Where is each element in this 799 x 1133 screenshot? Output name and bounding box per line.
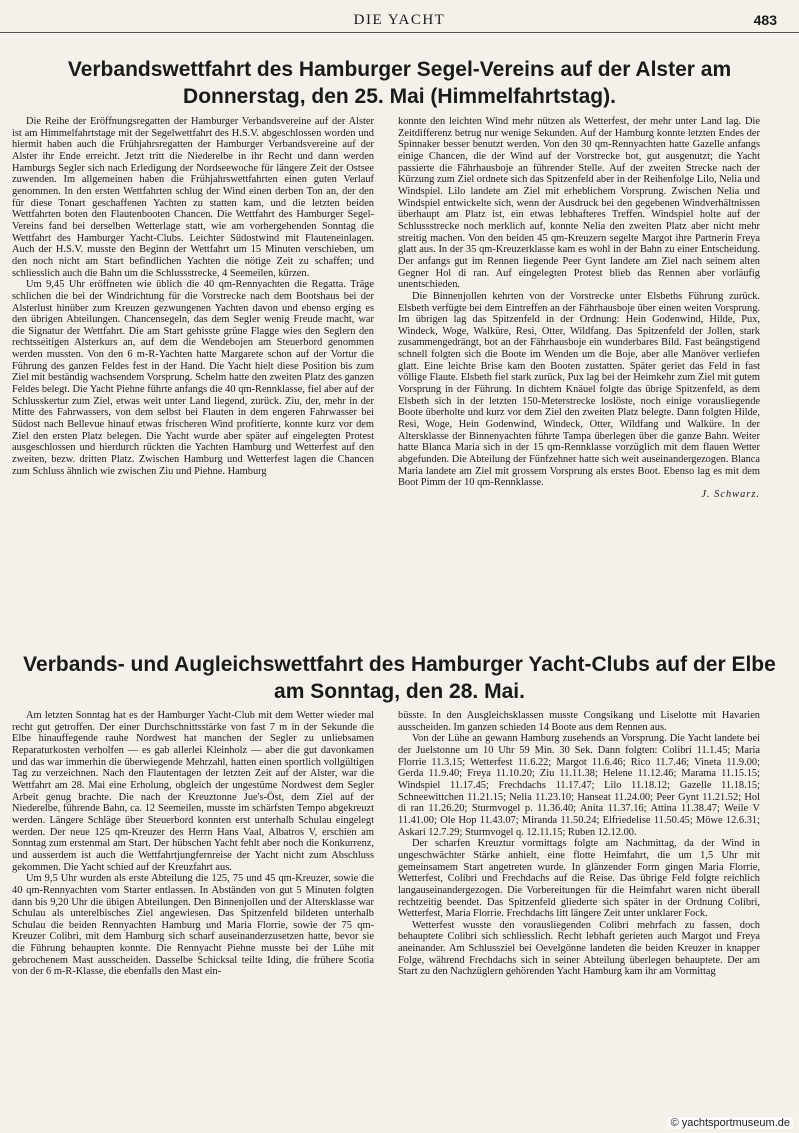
article1-paragraph: Die Reihe der Eröffnungsregatten der Hamburger Verbandsvereine auf der Alster ist am Himmelfahrtstage mit der Segelwettfahrt des H.S.V. abgeschlossen worden und hiermit haben auch die Frühjahrsregatten der Hamburger Verbandsvereine auf der Alster ihr Ende erreicht. Jetzt tritt die Niederelbe in ihr Recht und dann werden Hamburgs Segler sich nach Erledigung der Nordseewoche für längere Zeit der Ostsee zuwenden. Im allgemeinen haben die Frühjahrswettfahrten einen guten Verlauf genommen. In den ersten Wettfahrten schlug der Wind einen derben Ton an, der den für diese Tonart geschaffenen Yachten zu statten kam, und die letzten beiden Wettfahrten boten den Flautenbooten Chancen. Die Wettfahrt des Hamburger Segel-Vereins fand bei derselben Wetterlage statt, wie am vorhergehenden Sonntag die Wettfahrt des Hamburger Yacht-Clubs. Leichter Südostwind mit Flauteneinlagen. Auch der H.S.V. musste den Beginn der Wettfahrt um 15 Minuten verschieben, um den noch nicht am Start befindlichen Yachten die nötige Zeit zu schaffen; und schliesslich auch die Bahn um die Schlussstrecke, 4 Seemeilen, kürzen. [12, 116, 374, 279]
article2-right-column [398, 710, 760, 1110]
article1-left-column [12, 116, 374, 640]
article2-title: Verbands- und Augleichswettfahrt des Hamburger Yacht-Clubs auf der Elbe am Sonntag, den 28. Mai. [23, 653, 776, 703]
watermark: © yachtsportmuseum.de [668, 1117, 793, 1129]
page-number: 483 [753, 12, 777, 28]
article2-paragraph: Von der Lühe an gewann Hamburg zusehends an Vorsprung. Die Yacht landete bei der Juelstonne um 10 Uhr 59 Min. 30 Sek. Dann folgten: Colibri 11.1.45; Maria Florrie 11.3.15; Wetterfest 11.6.22; Margot 11.6.46; Rico 11.7.46; Vineta 11.9.00; Gerda 11.9.40; Freya 11.10.20; Ziu 11.11.38; Helene 11.12.46; Marama 11.15.15; Windspiel 11.17.45; Frechdachs 11.17.47; Lilo 11.18.12; Gazelle 11.18.15; Schneewittchen 11.21.15; Nelia 11.23.10; Hanseat 11.24.00; Peer Gynt 11.21.52; Hol di ran 11.26.20; Sturmvogel p. 11.36.40; Anita 11.37.16; Attina 11.38.47; Weile V 11.41.00; Ole Hop 11.43.07; Miranda 11.50.24; Elfriedelise 11.50.45; Möwe 12.6.31; Askari 12.7.29; Sturmvogel q. 12.11.15; Ruben 12.12.00. [398, 733, 760, 838]
article1-paragraph: konnte den leichten Wind mehr nützen als Wetterfest, der mehr unter Land lag. Die Zeitdifferenz betrug nur wenige Sekunden. Auf der Hamburg konnte letzten Endes der Spinnaker besser benutzt werden. Von den 30 qm-Rennyachten hatte Gazelle anfangs einige Chancen, die der Wind auf der Vorstrecke bot, gut ausgenutzt; die Yacht passierte die Fährhausboje an führender Stelle. Auf der zweiten Strecke nach der Kürzung zum Ziel ordnete sich das Spitzenfeld aber in der Reihenfolge Lilo, Nelia und Windspiel. Lilo landete am Ziel mit erheblichem Vorsprung. Zwischen Nelia und Windspiel entwickelte sich, wenn der Ausdruck bei den gegebenen Windverhältnissen überhaupt am Platz ist, ein etwas lebhafteres Treffen. Windspiel holte auf der Schlussstrecke noch merklich auf, konnte Nelia den zweiten Platz aber nicht mehr streitig machen. Von den beiden 45 qm-Kreuzern segelte Margot ihre Partnerin Freya glatt aus. In der 35 qm-Kreuzerklasse kam es wohl in der Bahn zu einer Entscheidung. Der anfangs gut im Rennen liegende Peer Gynt landete am Ziel nach seinem alten Gegner Hol di ran. Auf eingelegten Protest blieb das Rennen aber vorläufig unentschieden. [398, 116, 760, 291]
article2-paragraph: Wetterfest wusste den vorausliegenden Colibri mehrfach zu fassen, doch behauptete Colibri sich schliesslich. Recht lebhaft gerieten auch Margot und Freya aneinander. Am Schlussziel bei Oevelgönne landeten die beiden Kreuzer in knapper Folge, während Frechdachs sich in seiner Abteilung überlegen behauptete. Der am Start zu den Nachzüglern gehörenden Yacht Hamburg kam ihr am Vormittag [398, 919, 760, 978]
article2-paragraph: Am letzten Sonntag hat es der Hamburger Yacht-Club mit dem Wetter wieder mal recht gut getroffen. Der einer Durchschnittsstärke von fast 7 m in der Sekunde die Elbe hinauffegende rauhe Nordwest hat manchen der Segler zu unliebsamen Reparaturkosten verholfen — es gab allerlei Kleinholz — aber die gut davonkamen und das war immerhin die überwiegende Mehrzahl, hatten einen sportlich vollgültigen Tag zu verzeichnen. Nach den Flautentagen der letzten Zeit auf der Alster, war die Wettfahrt am 28. Mai eine Erholung, obgleich der ungestüme Nordwest dem Segler Arbeit genug brachte. Die nach der Kreuztonne Jue's-Öst, dem Ziel auf der Niederelbe, führende Bahn, ca. 12 Seemeilen, musste im schärfsten Tempo abgekreuzt werden. Längere Schläge über Steuerbord konnten erst unterhalb Schulau eingelegt werden. Der neue 125 qm-Kreuzer des Herrn Hans Vaal, Albatros V, erschien am Sonntag zum erstenmal am Start. Der hübschen Yacht fehlt aber noch die Konkurrenz, und ausserdem ist auch die Wettfahrtjungfernreise der Yacht nicht zum Abschluss gekommen. Die Yacht schied auf der Kreuzfahrt aus. [12, 710, 374, 873]
article1-signature: J. Schwarz. [701, 489, 760, 500]
running-head [0, 10, 799, 33]
article1-paragraph: Die Binnenjollen kehrten von der Vorstrecke unter Elsbeths Führung zurück. Elsbeth verfügte bei dem Eintreffen an der Fährhausboje über einen weiten Vorsprung. Im übrigen lag das Spitzenfeld in der Ordnung: Hein Godenwind, Hilde, Pux, Windeck, Woge, Walküre, Resi, Otter, Wildfang. Das Spitzenfeld der Jollen, stark zusammengedrängt, bot an der Fährhausboje ein wunderbares Bild. Fast beängstigend schnell folgten sich die Boote im Wenden um die Boje, aber alle Manöver verliefen glatt. Eine leichte Brise kam den Booten zustatten. Später geriet das Feld in fast völlige Flaute. Elsbeth fiel stark zurück, Pux lag bei der Heimkehr zum Ziel mit gutem Vorsprung in der Führung. In dichtem Knäuel folgte das übrige Spitzenfeld, as dem Elsbeth sich in der letzten 150-Meterstrecke loslöste, noch einige vorausliegende Boote überholte und kurz vor dem Ziel den zweiten Platz belegte. Dann folgten Hilde, Resi, Woge, Hein Godenwind, Windeck, Otter, Wildfang und Walküre. In der Altersklasse der Binnenyachten führte Tampa überlegen über die ganze Bahn. Weiter hatte Blanca Maria sich in der 15 qm-Rennklasse vorzüglich mit dem flauen Wetter abgefunden. Die Abteilung der Fünfzehner hatte sich weit auseinandergezogen. Blanca Maria landete am Ziel mit grossem Vorsprung als erstes Boot. Ebenso lag es mit dem Boot Pimm der 10 qm-Rennklasse. [398, 290, 760, 489]
article1-title: Verbandswettfahrt des Hamburger Segel-Vereins auf der Alster am Donnerstag, den 25. Mai (Himmelfahrtstag). [67, 58, 732, 108]
article1-right-column [398, 116, 760, 636]
article2-paragraph: Um 9,5 Uhr wurden als erste Abteilung die 125, 75 und 45 qm-Kreuzer, sowie die 40 qm-Rennyachten vom Starter entlassen. In Abständen von gut 5 Minuten folgten dann bis 9,20 Uhr die übigen Abteilungen. Den Binnenjollen und der Altersklasse war Schulau als unterelbisches Ziel angewiesen. Das Spitzenfeld bildeten unterhalb Schulau die beiden Rennyachten Hamburg und Maria Florrie, sowie der 75 qm-Kreuzer Colibri, mit dem Hamburg sich scharf auseinanderzusetzen hatte, bevor sie die Führung behaupten konnte. Die Rennyacht Piehne musste bei der Lühe mit gebrochenem Mast ausscheiden. Dasselbe Schicksal teilte Iding, die frühere Scotia von der 6 m-R-Klasse, die ebenfalls den Mast ein- [12, 873, 374, 978]
article1-paragraph: Um 9,45 Uhr eröffneten wie üblich die 40 qm-Rennyachten die Regatta. Träge schlichen die bei der Windrichtung für die Vorstrecke nach dem Bootshaus bei der Alsterlust hinüber zum Kreuzen gezwungenen Yachten davon und ebenso erging es den übrigen Abteilungen. Chancensegeln, das dem Segler wenig Freude macht, war die Signatur der Wettfahrt. Die am Start gehisste grüne Flagge wies den Seglern den rechtsseitigen Alsterkurs an, auf dem die Wendebojen am Steuerbord genommen werden mussten. Von den 6 m-R-Yachten hatte Margarete schon auf der Vortur die Führung des ganzen Feldes fest in der Hand. Die Yacht hielt diese Position bis zum Ziel mit beständig wachsendem Vorsprung. Schelm hatte den zweiten Platz des ganzen Feldes belegt. Die Yacht Piehne führte anfangs die 40 qm-Rennklasse, fiel aber auf der Schlusskertur zum Ziel, etwas weit unter Land liegend, zurück. Ziu, der, mehr in der Mitte des Fahrwassers, von dem selbst bei Flauten in dem engeren Fahrwasser bei Südost nach Bellevue hinauf etwas frischeren Wind profitierte, konnte kurz vor dem Ziel den ersten Platz belegen. Die Yacht wurde aber später auf eingelegten Protest ausgeschlossen und hierdurch rückten die Yachten Hamburg und Wetterfest auf den zweiten, bezw. dritten Platz. Zwischen Hamburg und Wetterfest lagen die Chancen zum Schluss ähnlich wie zwischen Ziu und Piehne. Hamburg [12, 279, 374, 477]
article2-paragraph: büsste. In den Ausgleichsklassen musste Congsikang und Liselotte mit Havarien ausscheiden. Im ganzen schieden 14 Boote aus dem Rennen aus. [398, 710, 760, 733]
article2-left-column [12, 710, 374, 1115]
running-title: DIE YACHT [353, 12, 446, 28]
article2-paragraph: Der scharfen Kreuztur vormittags folgte am Nachmittag, da der Wind in ungeschwächter Stärke anhielt, eine flotte Heimfahrt, die um 1,5 Uhr mit gemeinsamem Start angetreten wurde. In glänzender Form gingen Maria Florrie, Wetterfest, Colibri und Frechdachs auf die Reise. Das übrige Feld folgte reichlich langauseinandergezogen. Die Vorbereitungen für die Heimfahrt waren nicht überall rechtzeitig beendet. Das Spitzenfeld gliederte sich später in der Ordnung Colibri, Wetterfest, Maria Florrie. Frechdachs litt längere Zeit unter unklarer Fock. [398, 838, 760, 920]
